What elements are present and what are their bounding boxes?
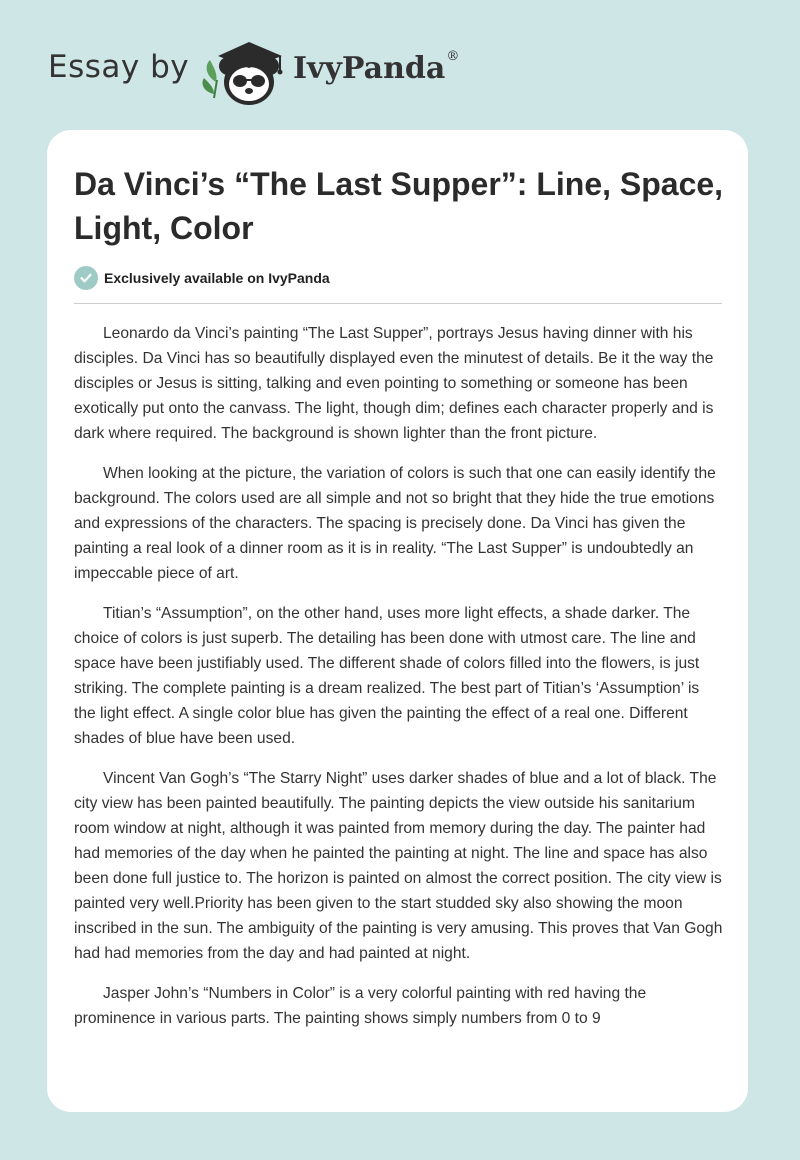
essay-body — [74, 321, 724, 1046]
paragraph: Leonardo da Vinci’s painting “The Last Supper”, portrays Jesus having dinner with his disciples. Da Vinci has so beautifully displayed even the minutest of details. Be it the way the disciples or Jesus is sitting, talking and even pointing to something or someone has been exotically put onto the canvass. The light, though dim; defines each character properly and is dark where required. The background is shown lighter than the front picture. — [74, 325, 714, 442]
essay-title: Da Vinci’s “The Last Supper”: Line, Space, Light, Color — [74, 166, 724, 246]
essay-card — [47, 130, 748, 1112]
essay-by-label: Essay by — [48, 49, 190, 85]
paragraph: When looking at the picture, the variation of colors is such that one can easily identify the background. The colors used are all simple and not so bright that they hide the true emotions and expressions of the characters. The spacing is precisely done. Da Vinci has given the painting a real look of a dinner room as it is in reality. “The Last Supper” is undoubtedly an impeccable piece of art. — [74, 465, 716, 582]
paragraph: Titian’s “Assumption”, on the other hand, uses more light effects, a shade darker. The choice of colors is just superb. The detailing has been done with utmost care. The line and space have been justifiably used. The different shade of colors filled into the flowers, is just striking. The complete painting is a dream realized. The best part of Titian’s ‘Assumption’ is the light effect. A single color blue has given the painting the effect of a real one. Different shades of blue have been used. — [74, 605, 700, 747]
divider — [74, 303, 722, 304]
paragraph: Jasper John’s “Numbers in Color” is a very colorful painting with red having the prominence in various parts. The painting shows simply numbers from 0 to 9 — [74, 985, 647, 1027]
exclusive-badge — [74, 265, 330, 291]
site-header — [0, 0, 800, 130]
registered-mark: ® — [446, 49, 460, 64]
exclusive-label: Exclusively available on IvyPanda — [104, 270, 330, 286]
panda-graduation-cap-icon[interactable] — [200, 36, 292, 108]
check-circle-icon — [74, 266, 98, 290]
paragraph: Vincent Van Gogh’s “The Starry Night” uses darker shades of blue and a lot of black. The city view has been painted beautifully. The painting depicts the view outside his sanitarium room window at night, although it was painted from memory during the day. The painter had had memories of the day when he painted the painting at night. The line and space has also been done full justice to. The horizon is painted on almost the correct position. The city view is painted very well.Priority has been given to the start studded sky also showing the moon inscribed in the sun. The ambiguity of the painting is very amusing. This proves that Van Gogh had had memories from the day and had painted at night. — [74, 770, 723, 962]
brand-name[interactable]: IvyPanda® — [293, 49, 460, 86]
